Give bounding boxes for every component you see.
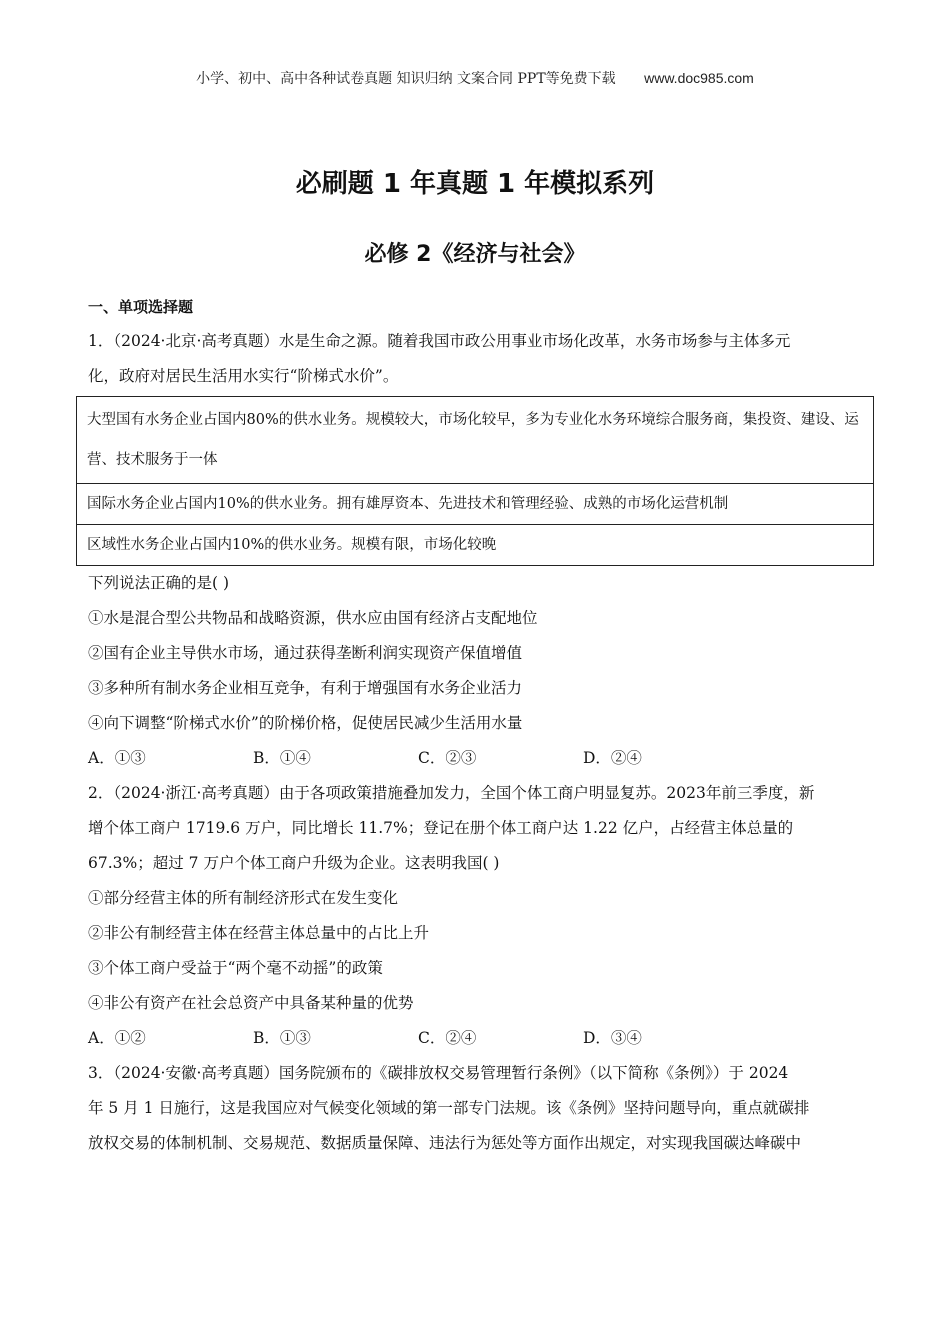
table-row <box>77 525 874 566</box>
header-slogan: 小学、初中、高中各种试卷真题 知识归纳 文案合同 PPT等免费下载 <box>196 71 616 87</box>
table-cell: 区域性水务企业占国内10%的供水业务。规模有限，市场化较晚 <box>77 525 874 566</box>
question-2 <box>88 776 873 1056</box>
question-stem: 年 5 月 1 日施行，这是我国应对气候变化领域的第一部专门法规。该《条例》坚持问题导向，重点就碳排 <box>88 1099 810 1117</box>
info-table <box>76 396 874 566</box>
page-header <box>0 68 950 88</box>
choice-a: A．①③ <box>88 749 146 767</box>
statement-option: ④向下调整“阶梯式水价”的阶梯价格，促使居民减少生活用水量 <box>88 714 523 732</box>
statement-option: ③个体工商户受益于“两个毫不动摇”的政策 <box>88 959 383 977</box>
statement-option: ①水是混合型公共物品和战略资源，供水应由国有经济占支配地位 <box>88 609 538 627</box>
choice-d: D．②④ <box>583 749 642 767</box>
choice-a: A．①② <box>88 1029 146 1047</box>
question-prompt: 下列说法正确的是( ) <box>88 574 230 592</box>
statement-option: ②非公有制经营主体在经营主体总量中的占比上升 <box>88 924 430 942</box>
question-3 <box>88 1056 873 1161</box>
choice-c: C．②③ <box>418 749 477 767</box>
page-title: 必刷题 1 年真题 1 年模拟系列 <box>295 169 655 199</box>
question-stem: 1．（2024·北京·高考真题）水是生命之源。随着我国市政公用事业市场化改革，水务市场参与主体多元 <box>88 332 791 350</box>
question-stem: 67.3%；超过 7 万户个体工商户升级为企业。这表明我国( ) <box>88 854 500 872</box>
question-stem: 放权交易的体制机制、交易规范、数据质量保障、违法行为惩处等方面作出规定，对实现我国碳达峰碳中 <box>88 1134 802 1152</box>
table-cell: 国际水务企业占国内10%的供水业务。拥有雄厚资本、先进技术和管理经验、成熟的市场化运营机制 <box>77 484 874 525</box>
header-url[interactable]: www.doc985.com <box>644 70 754 86</box>
choice-b: B．①④ <box>253 749 311 767</box>
section-heading: 一、单项选择题 <box>88 298 194 316</box>
question-stem: 增个体工商户 1719.6 万户，同比增长 11.7%；登记在册个体工商户达 1.22 亿户，占经营主体总量的 <box>88 819 794 837</box>
table-row <box>77 484 874 525</box>
document-body <box>88 294 873 1161</box>
statement-option: ②国有企业主导供水市场，通过获得垄断利润实现资产保值增值 <box>88 644 523 662</box>
choice-b: B．①③ <box>253 1029 311 1047</box>
question-1 <box>88 324 873 776</box>
statement-option: ④非公有资产在社会总资产中具备某种量的优势 <box>88 994 414 1012</box>
question-stem: 2．（2024·浙江·高考真题）由于各项政策措施叠加发力，全国个体工商户明显复苏。2023年前三季度，新 <box>88 784 815 802</box>
page-subtitle: 必修 2《经济与社会》 <box>364 242 586 267</box>
table-row <box>77 397 874 484</box>
statement-option: ③多种所有制水务企业相互竞争，有利于增强国有水务企业活力 <box>88 679 523 697</box>
answer-choices <box>88 741 873 776</box>
question-stem: 化，政府对居民生活用水实行“阶梯式水价”。 <box>88 367 399 385</box>
answer-choices <box>88 1021 873 1056</box>
choice-d: D．③④ <box>583 1029 642 1047</box>
question-stem: 3．（2024·安徽·高考真题）国务院颁布的《碳排放权交易管理暂行条例》（以下简称《条例》）于 2024 <box>88 1064 789 1082</box>
choice-c: C．②④ <box>418 1029 477 1047</box>
statement-option: ①部分经营主体的所有制经济形式在发生变化 <box>88 889 399 907</box>
table-cell: 大型国有水务企业占国内80%的供水业务。规模较大，市场化较早，多为专业化水务环境综合服务商，集投资、建设、运营、技术服务于一体 <box>77 397 874 484</box>
